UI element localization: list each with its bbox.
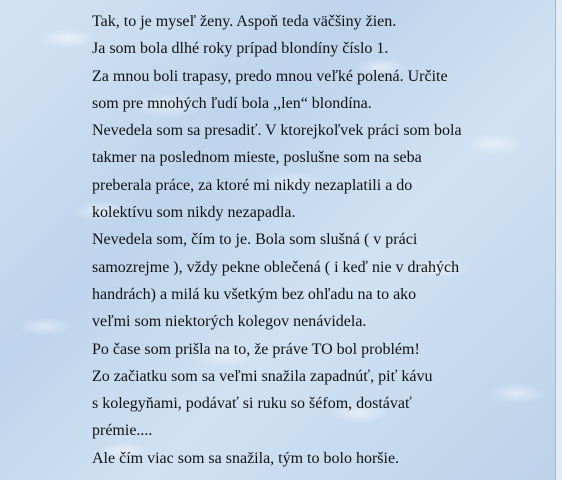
text-line-2: Ja som bola dlhé roky prípad blondíny číslo 1. bbox=[92, 40, 389, 58]
text-line-14: Zo začiatku som sa veľmi snažila zapadnúť, piť kávu bbox=[92, 367, 433, 385]
text-line-9: Nevedela som, čím to je. Bola som slušná ( v práci bbox=[92, 231, 418, 249]
text-line-1: Tak, to je myseľ ženy. Aspoň teda väčšiny žien. bbox=[92, 13, 397, 30]
text-line-12: veľmi som niektorých kolegov nenávidela. bbox=[92, 313, 367, 331]
text-line-4: som pre mnohých ľudí bola ,,len“ blondína. bbox=[92, 94, 372, 112]
text-line-16: prémie.... bbox=[92, 422, 153, 440]
article-text bbox=[92, 8, 542, 472]
page-edge bbox=[555, 0, 562, 480]
text-line-11: handrách) a milá ku všetkým bez ohľadu na to ako bbox=[92, 285, 417, 303]
text-line-6: takmer na poslednom mieste, poslušne som na seba bbox=[92, 149, 422, 167]
text-line-15: s kolegyňami, podávať si ruku so šéfom, dostávať bbox=[92, 395, 412, 413]
text-line-7: preberala práce, za ktoré mi nikdy nezaplatili a do bbox=[92, 176, 413, 194]
text-line-3: Za mnou boli trapasy, predo mnou veľké polená. Určite bbox=[92, 67, 448, 85]
text-line-17: Ale čím viac som sa snažila, tým to bolo horšie. bbox=[92, 449, 400, 467]
text-line-8: kolektívu som nikdy nezapadla. bbox=[92, 204, 296, 222]
text-line-10: samozrejme ), vždy pekne oblečená ( i keď nie v drahých bbox=[92, 258, 460, 276]
text-line-5: Nevedela som sa presadiť. V ktorejkoľvek práci som bola bbox=[92, 122, 462, 140]
text-line-13: Po čase som prišla na to, že práve TO bol problém! bbox=[92, 340, 420, 358]
